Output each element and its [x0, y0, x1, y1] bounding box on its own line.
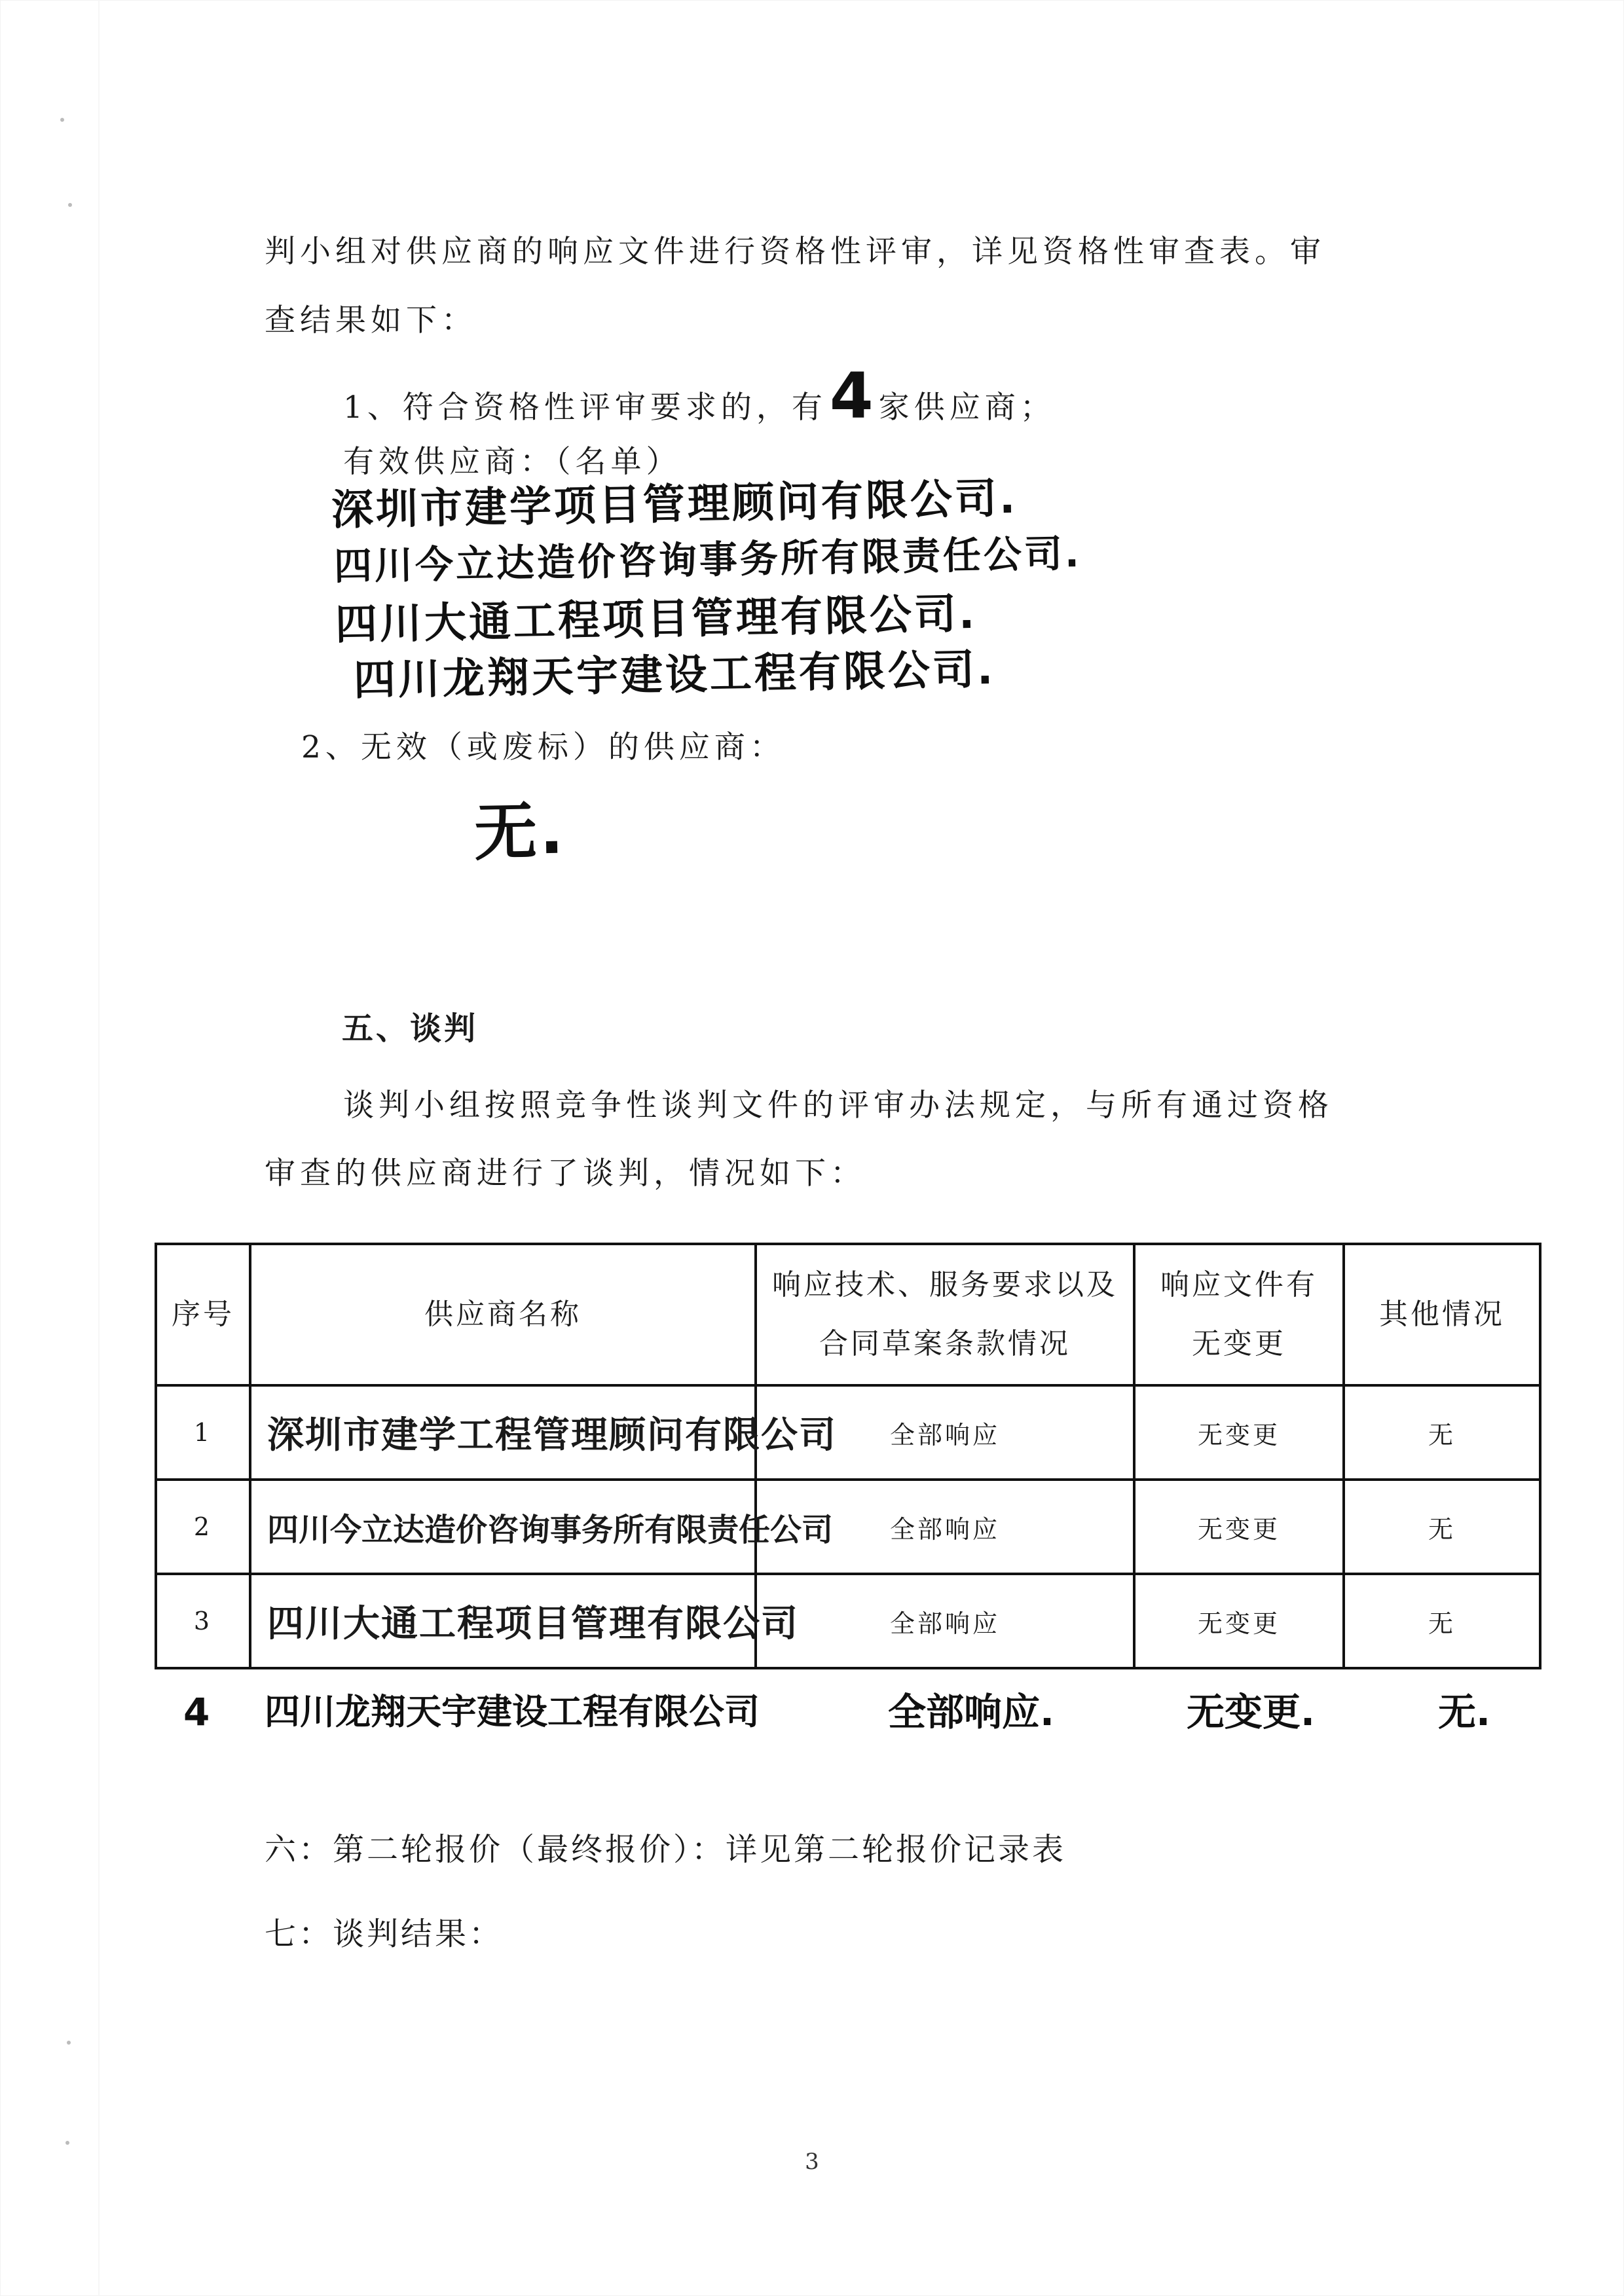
section-5-paragraph-line-1: 谈判小组按照竞争性谈判文件的评审办法规定，与所有通过资格 — [343, 1087, 1333, 1123]
row-response: 全部响应 — [756, 1385, 1134, 1480]
header-other: 其他情况 — [1344, 1244, 1540, 1385]
header-response — [756, 1244, 1134, 1385]
header-supplier-name: 供应商名称 — [250, 1244, 756, 1385]
section-5-paragraph-line-2: 审查的供应商进行了谈判，情况如下： — [265, 1156, 866, 1192]
scan-speck — [65, 2141, 69, 2145]
row-changes: 无变更 — [1134, 1480, 1344, 1574]
scan-speck — [60, 118, 64, 122]
header-changes-line-1: 响应文件有 — [1160, 1268, 1318, 1302]
section-6-line: 六：第二轮报价（最终报价）：详见第二轮报价记录表 — [265, 1831, 1067, 1868]
invalid-suppliers-handwritten: 无. — [473, 794, 567, 869]
row-response: 全部响应 — [756, 1480, 1134, 1574]
row-response: 全部响应 — [756, 1574, 1134, 1668]
row-supplier-name-handwritten: 四川今立达造价咨询事务所有限责任公司 — [250, 1480, 756, 1574]
section-7-line: 七：谈判结果： — [265, 1916, 504, 1952]
header-changes — [1134, 1244, 1344, 1385]
row-index: 1 — [156, 1385, 250, 1480]
header-index: 序号 — [156, 1244, 250, 1385]
section-5-heading: 五、谈判 — [342, 1010, 479, 1047]
handwritten-row-supplier-name: 四川龙翔天宇建设工程有限公司 — [265, 1691, 760, 1732]
qualified-line — [343, 359, 1056, 433]
row-supplier-name-handwritten: 深圳市建学工程管理顾问有限公司 — [250, 1385, 756, 1480]
table-row — [156, 1574, 1540, 1668]
table-row — [156, 1385, 1540, 1480]
handwritten-row-response: 全部响应. — [888, 1690, 1055, 1734]
header-response-line-1: 响应技术、服务要求以及 — [772, 1268, 1118, 1302]
qualified-suffix: 家供应商； — [878, 390, 1056, 426]
handwritten-supplier-3: 四川大通工程项目管理有限公司. — [335, 589, 978, 649]
row-changes: 无变更 — [1134, 1385, 1344, 1480]
handwritten-row-index: 4 — [183, 1690, 210, 1734]
scan-speck — [68, 203, 72, 207]
qualified-count-handwritten: 4 — [829, 359, 876, 433]
handwritten-supplier-2: 四川今立达造价咨询事务所有限责任公司. — [333, 531, 1082, 589]
table-row — [156, 1480, 1540, 1574]
row-index: 2 — [156, 1480, 250, 1574]
handwritten-row-changes: 无变更. — [1187, 1690, 1316, 1734]
row-index: 3 — [156, 1574, 250, 1668]
intro-line-1: 判小组对供应商的响应文件进行资格性评审，详见资格性审查表。审 — [265, 234, 1325, 270]
handwritten-row-other: 无. — [1438, 1690, 1491, 1734]
row-other: 无 — [1344, 1385, 1540, 1480]
scan-edge-shadow — [98, 0, 100, 2296]
row-supplier-name-handwritten: 四川大通工程项目管理有限公司 — [250, 1574, 756, 1668]
handwritten-supplier-4: 四川龙翔天宇建设工程有限公司. — [353, 645, 996, 705]
page-number: 3 — [805, 2149, 819, 2175]
header-response-line-2: 合同草案条款情况 — [819, 1327, 1071, 1360]
negotiation-table — [155, 1243, 1541, 1669]
intro-line-2: 查结果如下： — [265, 302, 477, 338]
row-other: 无 — [1344, 1480, 1540, 1574]
valid-suppliers-label: 有效供应商：（名单） — [343, 444, 682, 480]
scan-speck — [67, 2041, 71, 2045]
header-changes-line-2: 无变更 — [1192, 1327, 1286, 1360]
handwritten-supplier-1: 深圳市建学项目管理顾问有限公司. — [331, 474, 1018, 535]
table-header-row — [156, 1244, 1540, 1385]
invalid-suppliers-label: 2、无效（或废标）的供应商： — [301, 729, 785, 765]
row-changes: 无变更 — [1134, 1574, 1344, 1668]
qualified-prefix: 1、符合资格性评审要求的，有 — [343, 390, 827, 426]
row-other: 无 — [1344, 1574, 1540, 1668]
